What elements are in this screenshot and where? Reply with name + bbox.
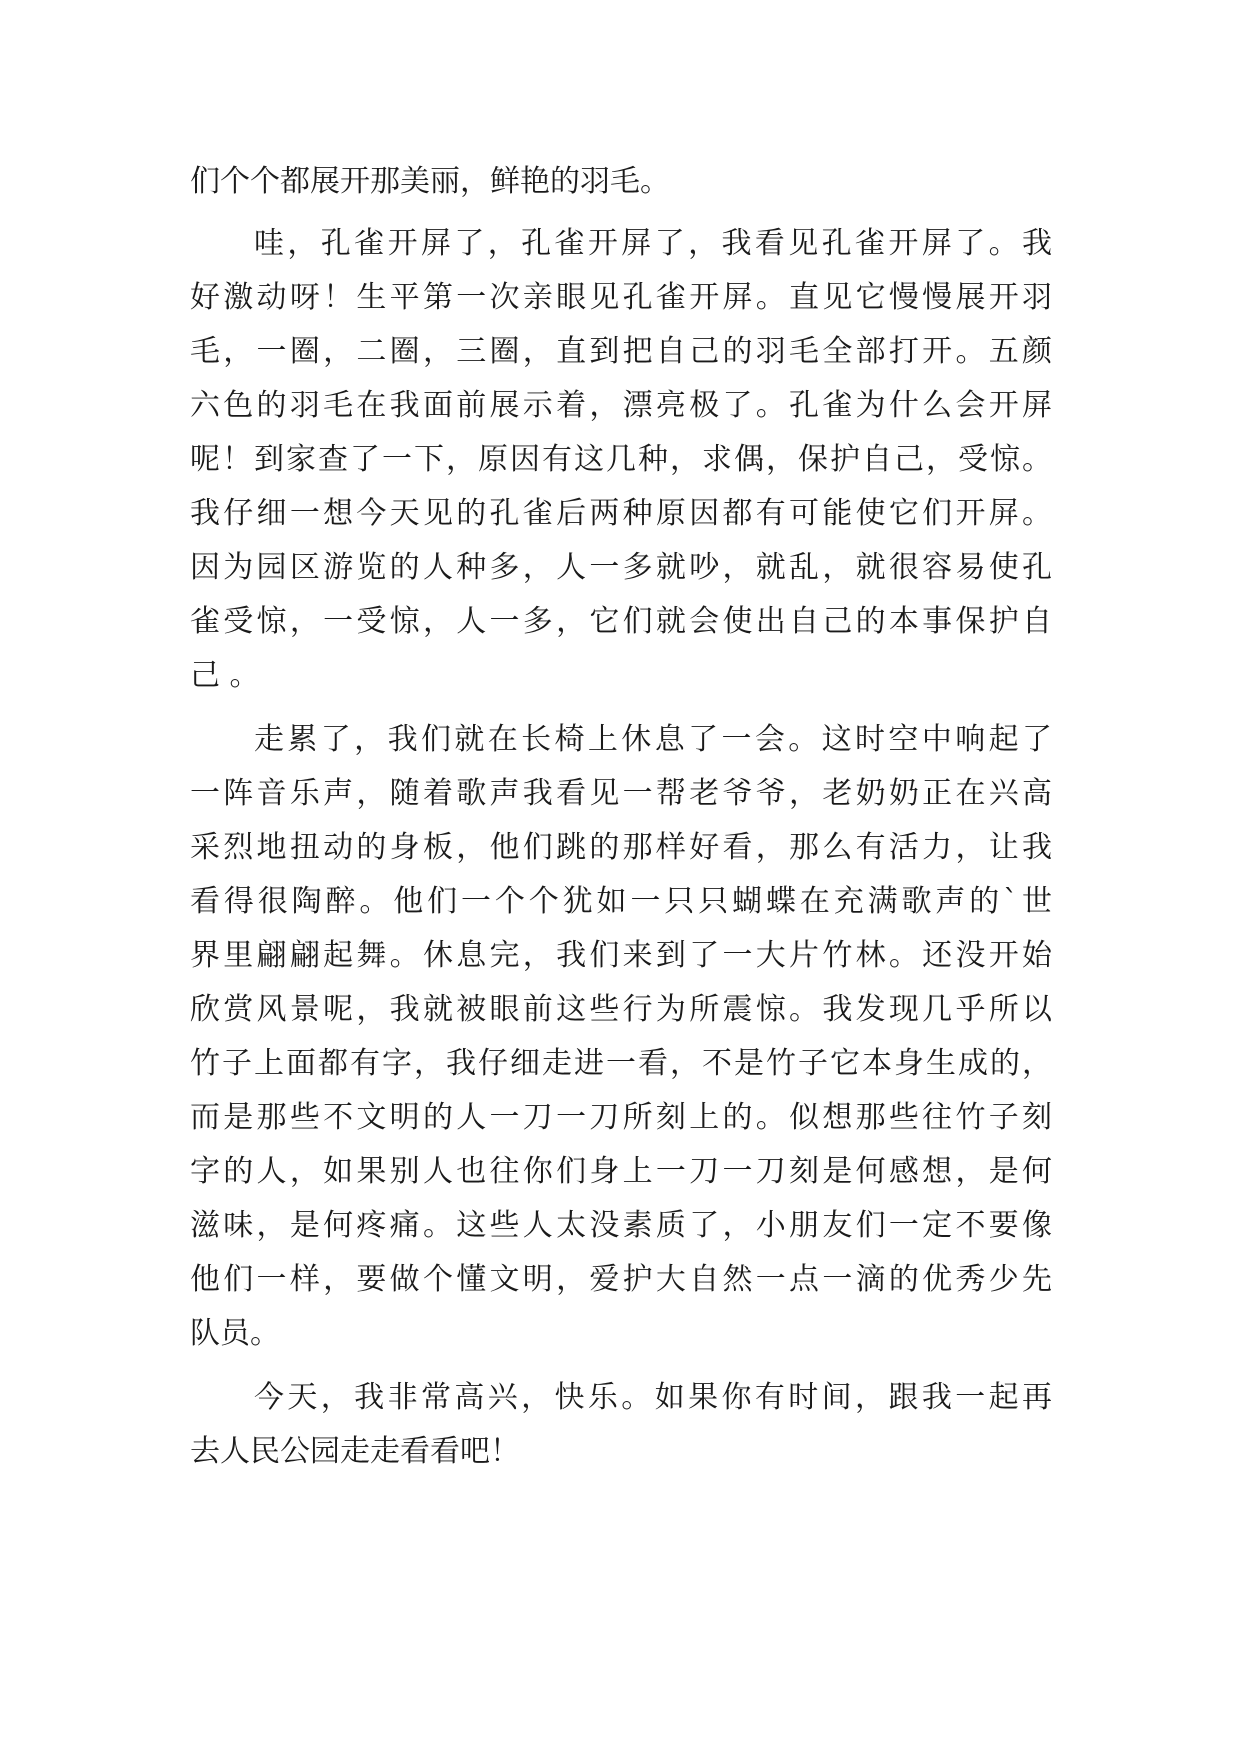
text-line: 而是那些不文明的人一刀一刀所刻上的。似想那些往竹子刻 [190, 1100, 1052, 1135]
paragraph-first-line: 今天，我非常高兴，快乐。如果你有时间，跟我一起再 [254, 1380, 1052, 1415]
text-line: 雀受惊，一受惊，人一多，它们就会使出自己的本事保护自 [190, 604, 1052, 639]
text-line: 看得很陶醉。他们一个个犹如一只只蝴蝶在充满歌声的`世 [190, 884, 1052, 919]
paragraph-first-line: 走累了，我们就在长椅上休息了一会。这时空中响起了 [254, 722, 1052, 757]
text-line: 呢！到家查了一下，原因有这几种，求偶，保护自己，受惊。 [190, 442, 1052, 477]
text-line: 去人民公园走走看看吧！ [190, 1434, 520, 1469]
text-line: 我仔细一想今天见的孔雀后两种原因都有可能使它们开屏。 [190, 496, 1052, 531]
text-line: 采烈地扭动的身板，他们跳的那样好看，那么有活力，让我 [190, 830, 1052, 865]
text-line: 队员。 [190, 1316, 280, 1351]
text-line: 己 。 [190, 658, 260, 693]
text-line: 他们一样，要做个懂文明，爱护大自然一点一滴的优秀少先 [190, 1262, 1052, 1297]
text-line: 因为园区游览的人种多，人一多就吵，就乱，就很容易使孔 [190, 550, 1052, 585]
text-line: 界里翩翩起舞。休息完，我们来到了一大片竹林。还没开始 [190, 938, 1052, 973]
text-line: 竹子上面都有字，我仔细走进一看，不是竹子它本身生成的， [190, 1046, 1052, 1081]
text-line: 一阵音乐声，随着歌声我看见一帮老爷爷，老奶奶正在兴高 [190, 776, 1052, 811]
text-line: 们个个都展开那美丽，鲜艳的羽毛。 [190, 164, 670, 199]
text-line: 字的人，如果别人也往你们身上一刀一刀刻是何感想，是何 [190, 1154, 1052, 1189]
paragraph-first-line: 哇，孔雀开屏了，孔雀开屏了，我看见孔雀开屏了。我 [254, 226, 1052, 261]
text-line: 好激动呀！生平第一次亲眼见孔雀开屏。直见它慢慢展开羽 [190, 280, 1052, 315]
text-line: 六色的羽毛在我面前展示着，漂亮极了。孔雀为什么会开屏 [190, 388, 1052, 423]
text-line: 滋味，是何疼痛。这些人太没素质了，小朋友们一定不要像 [190, 1208, 1052, 1243]
text-line: 毛，一圈，二圈，三圈，直到把自己的羽毛全部打开。五颜 [190, 334, 1052, 369]
text-line: 欣赏风景呢，我就被眼前这些行为所震惊。我发现几乎所以 [190, 992, 1052, 1027]
